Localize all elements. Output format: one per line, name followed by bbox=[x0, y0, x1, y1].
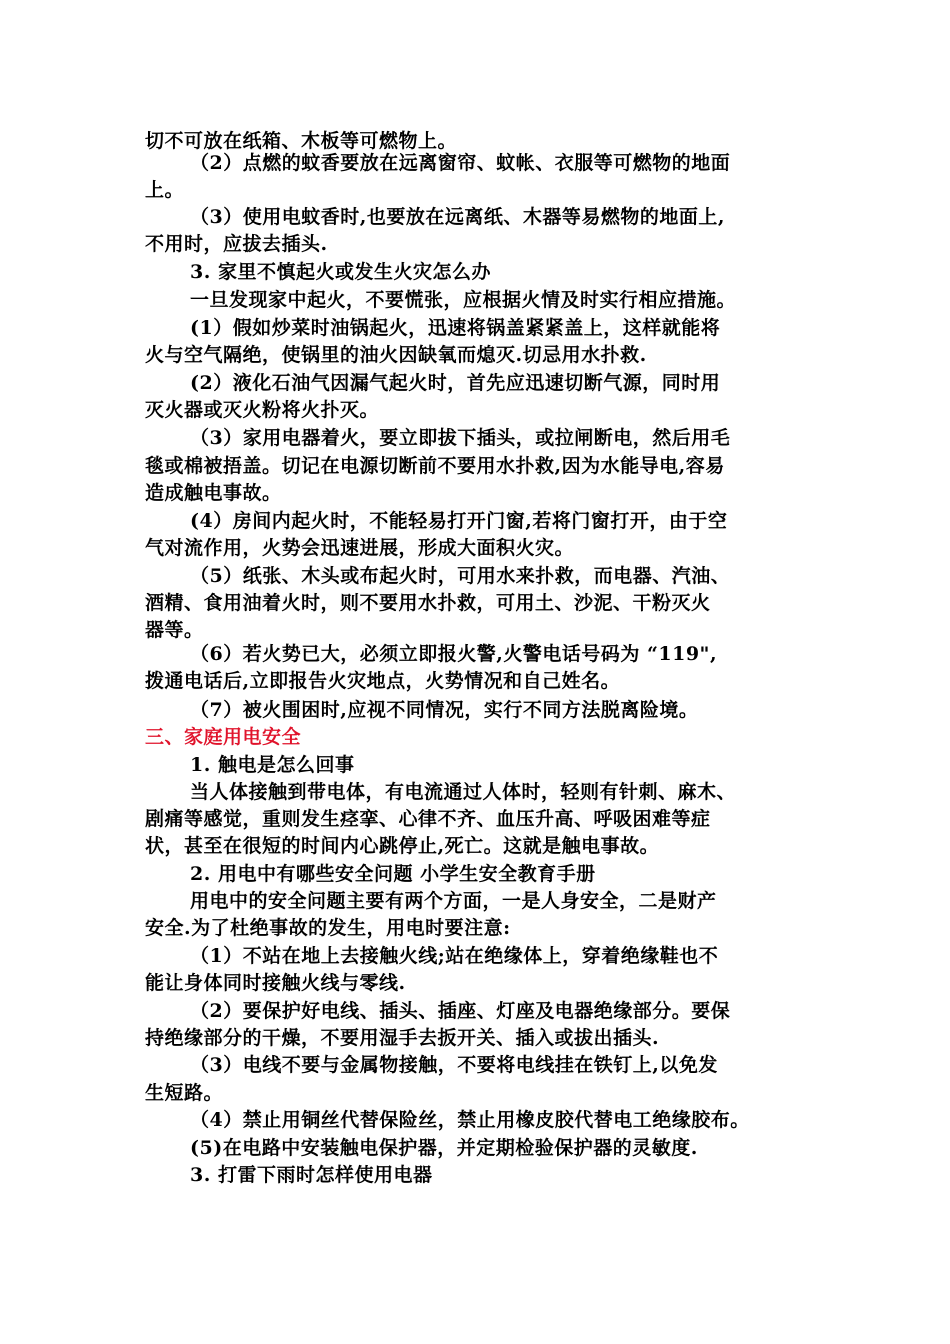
text-line: 剧痛等感觉，重则发生痉挛、心律不齐、血压升高、呼吸困难等症 bbox=[145, 808, 711, 830]
text-line: 用电中的安全问题主要有两个方面，一是人身安全，二是财产 bbox=[190, 890, 717, 912]
text-line: （6）若火势已大，必须立即报火警,火警电话号码为 “119", bbox=[190, 643, 718, 665]
text-line: (5)在电路中安装触电保护器，并定期检验保护器的灵敏度. bbox=[190, 1137, 698, 1159]
text-line: （2）要保护好电线、插头、插座、灯座及电器绝缘部分。要保 bbox=[190, 1000, 731, 1022]
text-line: （2）点燃的蚊香要放在远离窗帘、蚊帐、衣服等可燃物的地面 bbox=[190, 152, 731, 174]
text-line: (4）房间内起火时，不能轻易打开门窗,若将门窗打开，由于空 bbox=[190, 510, 728, 532]
text-line: 状，甚至在很短的时间内心跳停止,死亡。这就是触电事故。 bbox=[145, 835, 660, 857]
section-heading: 2. 用电中有哪些安全问题 小学生安全教育手册 bbox=[190, 863, 596, 885]
text-line: （3）使用电蚊香时,也要放在远离纸、木器等易燃物的地面上, bbox=[190, 206, 725, 228]
text-line: 当人体接触到带电体，有电流通过人体时，轻则有针刺、麻木、 bbox=[190, 781, 737, 803]
text-line: 器等。 bbox=[145, 619, 204, 641]
text-line: 造成触电事故。 bbox=[145, 482, 282, 504]
text-line: （3）家用电器着火，要立即拔下插头，或拉闸断电，然后用毛 bbox=[190, 427, 731, 449]
chapter-heading: 三、家庭用电安全 bbox=[145, 726, 302, 748]
section-heading: 3. 家里不慎起火或发生火灾怎么办 bbox=[190, 261, 491, 283]
text-line: （3）电线不要与金属物接触，不要将电线挂在铁钉上,以免发 bbox=[190, 1054, 718, 1076]
text-line: （1）不站在地上去接触火线;站在绝缘体上，穿着绝缘鞋也不 bbox=[190, 945, 719, 967]
text-line: （5）纸张、木头或布起火时，可用水来扑救，而电器、汽油、 bbox=[190, 565, 731, 587]
text-line: (1）假如炒菜时油锅起火，迅速将锅盖紧紧盖上，这样就能将 bbox=[190, 317, 721, 339]
text-line: 持绝缘部分的干燥，不要用湿手去扳开关、插入或拔出插头. bbox=[145, 1027, 660, 1049]
text-line: 切不可放在纸箱、木板等可燃物上。 bbox=[145, 130, 458, 152]
section-heading: 1. 触电是怎么回事 bbox=[190, 754, 355, 776]
section-heading: 3. 打雷下雨时怎样使用电器 bbox=[190, 1164, 433, 1186]
text-line: 火与空气隔绝，使锅里的油火因缺氧而熄灭.切忌用水扑救. bbox=[145, 344, 647, 366]
text-line: 气对流作用，火势会迅速进展，形成大面积火灾。 bbox=[145, 537, 575, 559]
text-line: 酒精、食用油着火时，则不要用水扑救，可用土、沙泥、干粉灭火 bbox=[145, 592, 711, 614]
text-line: (2）液化石油气因漏气起火时，首先应迅速切断气源，同时用 bbox=[190, 372, 721, 394]
text-line: 生短路。 bbox=[145, 1082, 224, 1104]
text-line: 能让身体同时接触火线与零线. bbox=[145, 972, 406, 994]
text-line: 拨通电话后,立即报告火灾地点，火势情况和自己姓名。 bbox=[145, 670, 621, 692]
text-line: 不用时，应拔去插头. bbox=[145, 233, 328, 255]
text-line: 安全.为了杜绝事故的发生，用电时要注意: bbox=[145, 917, 511, 939]
text-line: 上。 bbox=[145, 179, 185, 201]
text-line: 灭火器或灭火粉将火扑灭。 bbox=[145, 399, 380, 421]
text-line: （7）被火围困时,应视不同情况，实行不同方法脱离险境。 bbox=[190, 699, 699, 721]
text-line: 毯或棉被捂盖。切记在电源切断前不要用水扑救,因为水能导电,容易 bbox=[145, 455, 725, 477]
text-line: 一旦发现家中起火，不要慌张，应根据火情及时实行相应措施。 bbox=[190, 289, 737, 311]
text-line: （4）禁止用铜丝代替保险丝，禁止用橡皮胶代替电工绝缘胶布。 bbox=[190, 1109, 750, 1131]
